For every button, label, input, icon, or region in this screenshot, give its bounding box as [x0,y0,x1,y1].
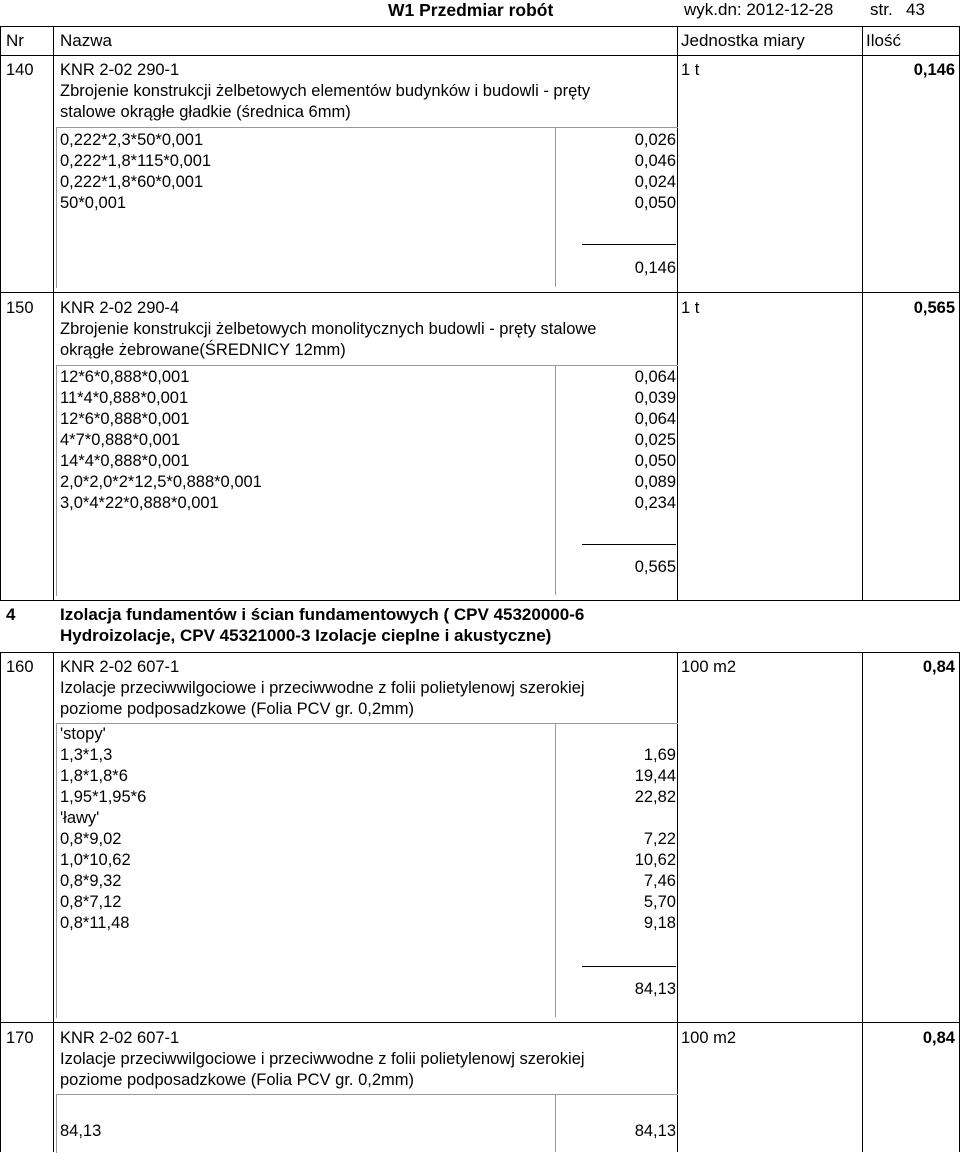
print-date: wyk.dn: 2012-12-28 [684,0,834,19]
calc-expression: 0,8*9,32 [60,872,122,890]
section-number: 4 [6,605,16,624]
calc-expression: 0,222*1,8*115*0,001 [60,152,212,170]
calc-value: 0,039 [634,389,676,407]
section-title-line: Hydroizolacje, CPV 45321000-3 Izolacje cieplne i akustyczne) [60,626,552,645]
item-description-line: Zbrojenie konstrukcji żelbetowych monolitycznych budowli - pręty stalowe [60,320,597,338]
calc-expression: 0,8*9,02 [60,830,122,848]
item-unit: 1 t [681,61,700,79]
sum-rule [582,966,676,967]
item-number: 170 [6,1029,34,1047]
calc-value: 22,82 [634,788,676,806]
column-rule [0,652,1,1152]
item-quantity: 0,146 [913,61,955,79]
item-description-line: poziome podposadzkowe (Folia PCV gr. 0,2mm) [60,700,414,718]
calc-value: 0,050 [634,194,676,212]
column-rule [0,26,1,600]
calc-separator [555,365,556,595]
calc-expression: 11*4*0,888*0,001 [60,389,189,407]
calc-expression: 84,13 [60,1122,102,1140]
column-rule [53,26,54,600]
calc-sum: 84,13 [634,980,676,998]
calc-value: 0,046 [634,152,676,170]
item-description-line: stalowe okrągłe gładkie (średnica 6mm) [60,103,351,121]
calc-expression: 1,95*1,95*6 [60,788,147,806]
calc-value: 19,44 [634,767,676,785]
item-unit: 100 m2 [681,658,737,676]
calc-label: 'ławy' [60,809,100,827]
column-header-qty: Ilość [866,31,901,50]
calc-expression: 14*4*0,888*0,001 [60,452,190,470]
calc-value: 7,22 [643,830,676,848]
header-bottom-rule [0,55,960,56]
calc-value: 0,025 [634,431,676,449]
row-divider [0,292,960,293]
row-divider [0,652,960,653]
column-rule [53,652,54,1152]
calc-expression: 0,222*1,8*60*0,001 [60,173,204,191]
section-title-line: Izolacja fundamentów i ścian fundamentowych ( CPV 45320000-6 [60,605,585,624]
header-top-rule [0,26,960,27]
item-description-line: Izolacje przeciwwilgociowe i przeciwwodne z folii polietylenowj szerokiej [60,679,585,697]
item-quantity: 0,565 [913,299,955,317]
calc-expression: 1,3*1,3 [60,746,113,764]
calc-value: 84,13 [634,1122,676,1140]
item-number: 140 [6,61,34,79]
page-label: str. [870,0,893,19]
calc-value: 7,46 [643,872,676,890]
calc-value: 5,70 [643,893,676,911]
calc-value: 10,62 [634,851,676,869]
calc-expression: 3,0*4*22*0,888*0,001 [60,494,219,512]
item-description-line: poziome podposadzkowe (Folia PCV gr. 0,2mm) [60,1071,414,1089]
calc-sum: 0,565 [634,558,676,576]
calc-label: 'stopy' [60,725,106,743]
calc-expression: 1,8*1,8*6 [60,767,128,785]
item-code: KNR 2-02 607-1 [60,1029,180,1047]
column-header-name: Nazwa [60,31,112,50]
item-number: 150 [6,299,34,317]
row-divider [0,600,960,601]
calc-separator [555,127,556,287]
item-quantity: 0,84 [922,658,955,676]
calc-expression: 4*7*0,888*0,001 [60,431,181,449]
item-code: KNR 2-02 290-4 [60,299,180,317]
calc-value: 0,089 [634,473,676,491]
calc-value: 1,69 [643,746,676,764]
item-description-line: Zbrojenie konstrukcji żelbetowych elementów budynków i budowli - pręty [60,82,591,100]
calc-value: 0,234 [634,494,676,512]
calc-value: 0,026 [634,131,676,149]
calc-expression: 0,222*2,3*50*0,001 [60,131,204,149]
calc-expression: 12*6*0,888*0,001 [60,368,190,386]
calc-expression: 0,8*7,12 [60,893,122,911]
item-unit: 1 t [681,299,700,317]
calc-expression: 50*0,001 [60,194,127,212]
calc-value: 0,050 [634,452,676,470]
calc-value: 0,064 [634,368,676,386]
item-description-line: okrągłe żebrowane(ŚREDNICY 12mm) [60,341,346,359]
calc-separator [555,723,556,1017]
calc-value: 9,18 [643,914,676,932]
calc-value: 0,064 [634,410,676,428]
item-code: KNR 2-02 290-1 [60,61,180,79]
column-rule [862,652,863,1152]
page-number: 43 [906,0,925,19]
calc-expression: 1,0*10,62 [60,851,131,869]
calc-separator [555,1094,556,1152]
item-description-line: Izolacje przeciwwilgociowe i przeciwwodne z folii polietylenowj szerokiej [60,1050,585,1068]
row-divider [0,1022,960,1023]
item-code: KNR 2-02 607-1 [60,658,180,676]
item-quantity: 0,84 [922,1029,955,1047]
calc-expression: 12*6*0,888*0,001 [60,410,190,428]
column-header-unit: Jednostka miary [681,31,805,50]
calc-expression: 0,8*11,48 [60,914,130,932]
sum-rule [582,244,676,245]
calc-expression: 2,0*2,0*2*12,5*0,888*0,001 [60,473,262,491]
item-unit: 100 m2 [681,1029,737,1047]
column-header-nr: Nr [6,31,24,50]
document-title: W1 Przedmiar robót [388,0,554,20]
sum-rule [582,544,676,545]
calc-sum: 0,146 [634,259,676,277]
item-number: 160 [6,658,34,676]
calc-value: 0,024 [634,173,676,191]
